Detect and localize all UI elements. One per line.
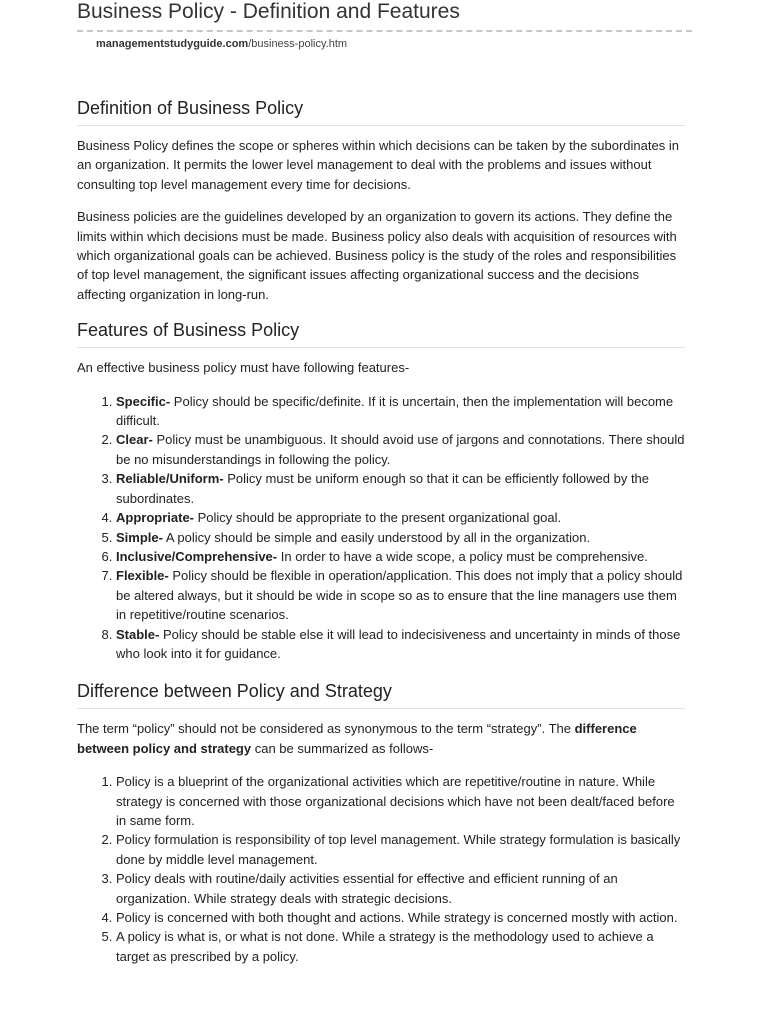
features-heading: Features of Business Policy [77,319,685,348]
feature-term: Simple- [116,529,163,545]
list-item [116,566,685,624]
intro-bold: difference between policy and strategy [77,721,637,756]
difference-list [77,772,685,966]
list-item [116,508,685,527]
difference-heading: Difference between Policy and Strategy [77,680,685,709]
list-item [116,469,685,508]
list-item: 4. Policy is concerned with both thought and actions. While strategy is concerned mostly with action. [116,908,685,927]
definition-section [77,97,685,304]
feature-text: A policy should be simple and easily understood by all in the organization. [162,529,591,545]
source-path: /business-policy.htm [248,38,348,50]
definition-paragraph: Business Policy defines the scope or spheres within which decisions can be taken by the subordinates in an organization. It permits the lower level management to deal with the problems and issues without consulting top level management every time for decisions. [77,138,679,192]
intro-text: The term “policy” should not be considered as synonymous to the term “strategy”. The [77,721,575,737]
list-item [116,547,685,566]
list-item [116,430,685,469]
list-item: 5. A policy is what is, or what is not done. While a strategy is the methodology used to achieve a target as prescribed by a policy. [116,927,685,966]
difference-intro [77,719,685,758]
feature-term: Reliable/Uniform- [116,471,224,487]
features-intro: An effective business policy must have following features- [77,360,410,376]
source-domain: managementstudyguide.com [96,38,249,50]
page-title: Business Policy - Definition and Features [77,0,460,23]
difference-section [77,680,685,966]
feature-term: Appropriate- [116,510,194,526]
feature-text: Policy should be stable else it will lead to indecisiveness and uncertainty in minds of those who look into it for guidance. [116,626,681,661]
list-item: 3. Policy deals with routine/daily activities essential for effective and efficient running of an organization. While strategy deals with strategic decisions. [116,869,685,908]
feature-text: Policy must be uniform enough so that it can be efficiently followed by the subordinates. [116,471,650,506]
article-body [77,97,685,980]
title-divider [77,30,692,32]
definition-paragraph: Business policies are the guidelines developed by an organization to govern its actions. They define the limits within which decisions must be made. Business policy also deals with acquisition of resources with which organizational goals can be achieved. Business policy is the study of the roles and responsibilities of top level management, the significant issues affecting organizational success and the decisions affecting organization in long-run. [77,209,677,302]
feature-term: Specific- [116,393,171,409]
feature-term: Flexible- [116,568,169,584]
feature-text: Policy should be appropriate to the present organizational goal. [194,510,562,526]
feature-term: Stable- [116,626,160,642]
feature-text: Policy should be flexible in operation/application. This does not imply that a policy should be altered always, but it should be wide in scope so as to ensure that the line managers use them in repetitive/routine scenarios. [116,568,683,623]
feature-term: Clear- [116,432,153,448]
definition-heading: Definition of Business Policy [77,97,685,126]
features-list [77,392,685,664]
list-item [116,625,685,664]
list-item [116,528,685,547]
list-item: 1. Policy is a blueprint of the organizational activities which are repetitive/routine in nature. While strategy is concerned with those organizational decisions which have not been dealt/faced before in same form. [116,772,685,830]
list-item: 2. Policy formulation is responsibility of top level management. While strategy formulation is basically done by middle level management. [116,830,685,869]
features-section [77,319,685,663]
feature-term: Inclusive/Comprehensive- [116,548,278,564]
feature-text: Policy should be specific/definite. If it is uncertain, then the implementation will become difficult. [116,393,674,429]
list-item [116,392,685,431]
source-url[interactable] [96,37,347,52]
feature-text: In order to have a wide scope, a policy must be comprehensive. [277,548,648,564]
feature-text: Policy must be unambiguous. It should avoid use of jargons and connotations. There should be no misunderstandings in following the policy. [116,432,685,467]
intro-text: can be summarized as follows- [251,740,434,756]
